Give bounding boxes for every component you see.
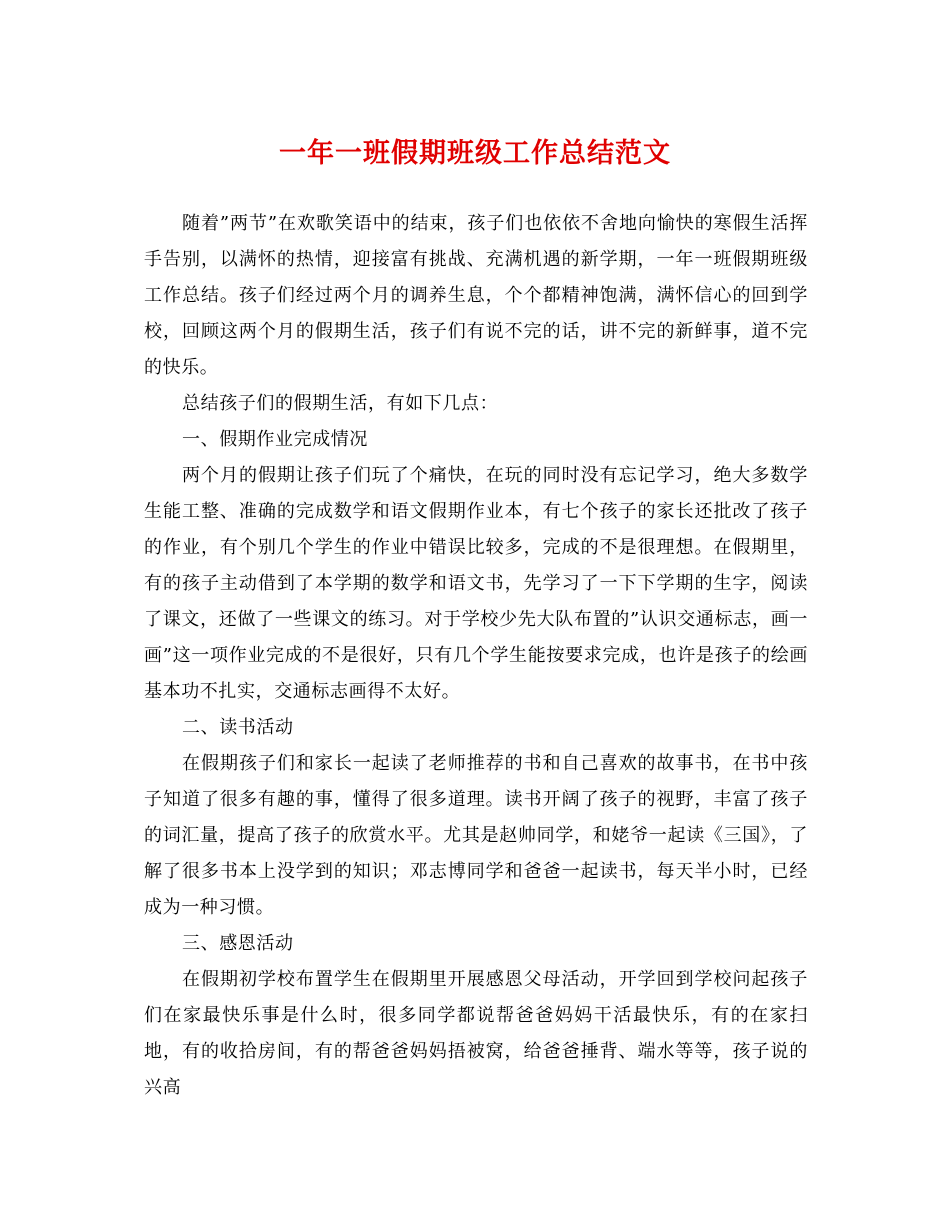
paragraph-homework: 两个月的假期让孩子们玩了个痛快，在玩的同时没有忘记学习，绝大多数学生能工整、准确的完成数学和语文假期作业本，有七个孩子的家长还批改了孩子的作业，有个别几个学生的作业中错误比较多，完成的不是很理想。在假期里，有的孩子主动借到了本学期的数学和语文书，先学习了一下下学期的生字，阅读了课文，还做了一些课文的练习。对于学校少先大队布置的”认识交通标志，画一画”这一项作业完成的不是很好，只有几个学生能按要求完成，也许是孩子的绘画基本功不扎实，交通标志画得不太好。: [144, 465, 808, 702]
paragraph-intro: 随着”两节”在欢歌笑语中的结束，孩子们也依依不舍地向愉快的寒假生活挥手告别，以满怀的热情，迎接富有挑战、充满机遇的新学期，一年一班假期班级工作总结。孩子们经过两个月的调养生息，个个都精神饱满，满怀信心的回到学校，回顾这两个月的假期生活，孩子们有说不完的话，讲不完的新鲜事，道不完的快乐。: [144, 213, 808, 378]
paragraph-summary-lead: 总结孩子们的假期生活，有如下几点：: [182, 393, 499, 414]
document-body: [144, 206, 808, 1106]
section-heading-reading: 二、读书活动: [182, 717, 294, 738]
paragraph-reading: 在假期孩子们和家长一起读了老师推荐的书和自己喜欢的故事书，在书中孩子知道了很多有趣的事，懂得了很多道理。读书开阔了孩子的视野，丰富了孩子的词汇量，提高了孩子的欣赏水平。尤其是赵帅同学，和姥爷一起读《三国》，了解了很多书本上没学到的知识；邓志博同学和爸爸一起读书，每天半小时，已经成为一种习惯。: [144, 753, 808, 918]
section-heading-gratitude: 三、感恩活动: [182, 933, 294, 954]
section-heading-homework: 一、假期作业完成情况: [182, 429, 368, 450]
paragraph-gratitude: 在假期初学校布置学生在假期里开展感恩父母活动，开学回到学校问起孩子们在家最快乐事是什么时，很多同学都说帮爸爸妈妈干活最快乐，有的在家扫地，有的收拾房间，有的帮爸爸妈妈捂被窝，给爸爸捶背、端水等等，孩子说的兴高: [144, 969, 808, 1098]
document-title: 一年一班假期班级工作总结范文: [279, 138, 671, 169]
